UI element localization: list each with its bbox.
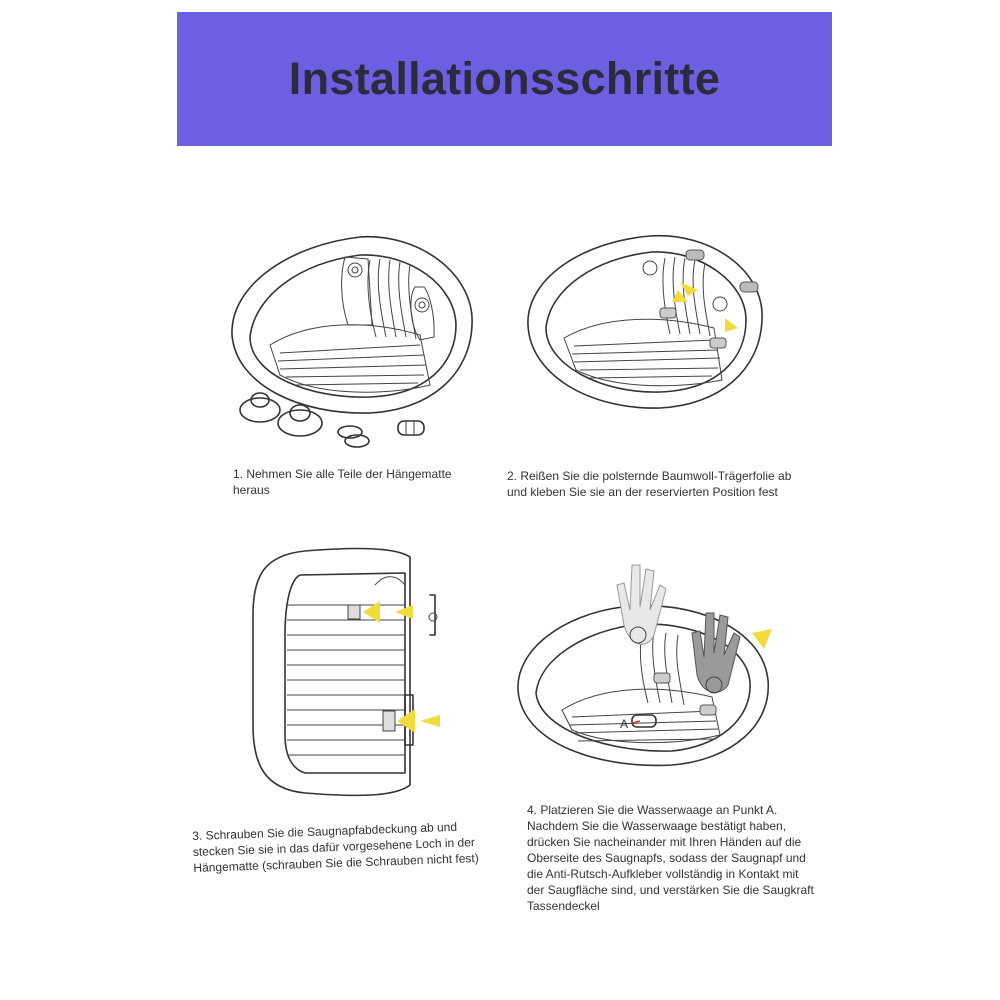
hand-right [692,613,740,693]
page-title: Installationsschritte [288,53,721,104]
step-2-illustration [520,230,770,430]
anti-slip-stickers [338,426,369,447]
suction-cups [240,393,322,436]
water-level [398,421,424,435]
yellow-arrows [752,629,772,649]
water-level [632,715,656,727]
step-2-caption: 2. Reißen Sie die polsternde Baumwoll-Trägerfolie ab und kleben Sie sie an der reservierten Position fest [507,469,792,499]
step-3-caption: 3. Schrauben Sie die Saugnapfabdeckung ab und stecken Sie sie in das dafür vorgesehene Loch in der Hängematte (schrauben Sie die Schrauben nicht fest) [192,819,479,875]
step-4-caption: 4. Platzieren Sie die Wasserwaage an Punkt A. Nachdem Sie die Wasserwaage bestätigt haben, drücken Sie nacheinander mit Ihren Händen auf die Oberseite des Saugnapfs, sodass der Saugnapf und die Anti-Rutsch-Aufkleber vollständig in Kontakt mit der Saugfläche sind, und verstärken Sie die Saugkraft Tassendeckel [527,803,814,913]
step-1-caption: 1. Nehmen Sie alle Teile der Hängematte heraus [233,467,452,497]
step-4-illustration [512,555,777,775]
step-1-illustration [220,225,480,455]
yellow-arrows [363,601,440,733]
step-3-illustration [245,545,455,800]
hammock-top-view [253,549,410,796]
title-banner [177,12,832,146]
hammock-basket [232,237,472,413]
suction-cup-covers [348,595,437,745]
point-a-label: A [620,717,629,731]
hand-left [617,565,666,644]
